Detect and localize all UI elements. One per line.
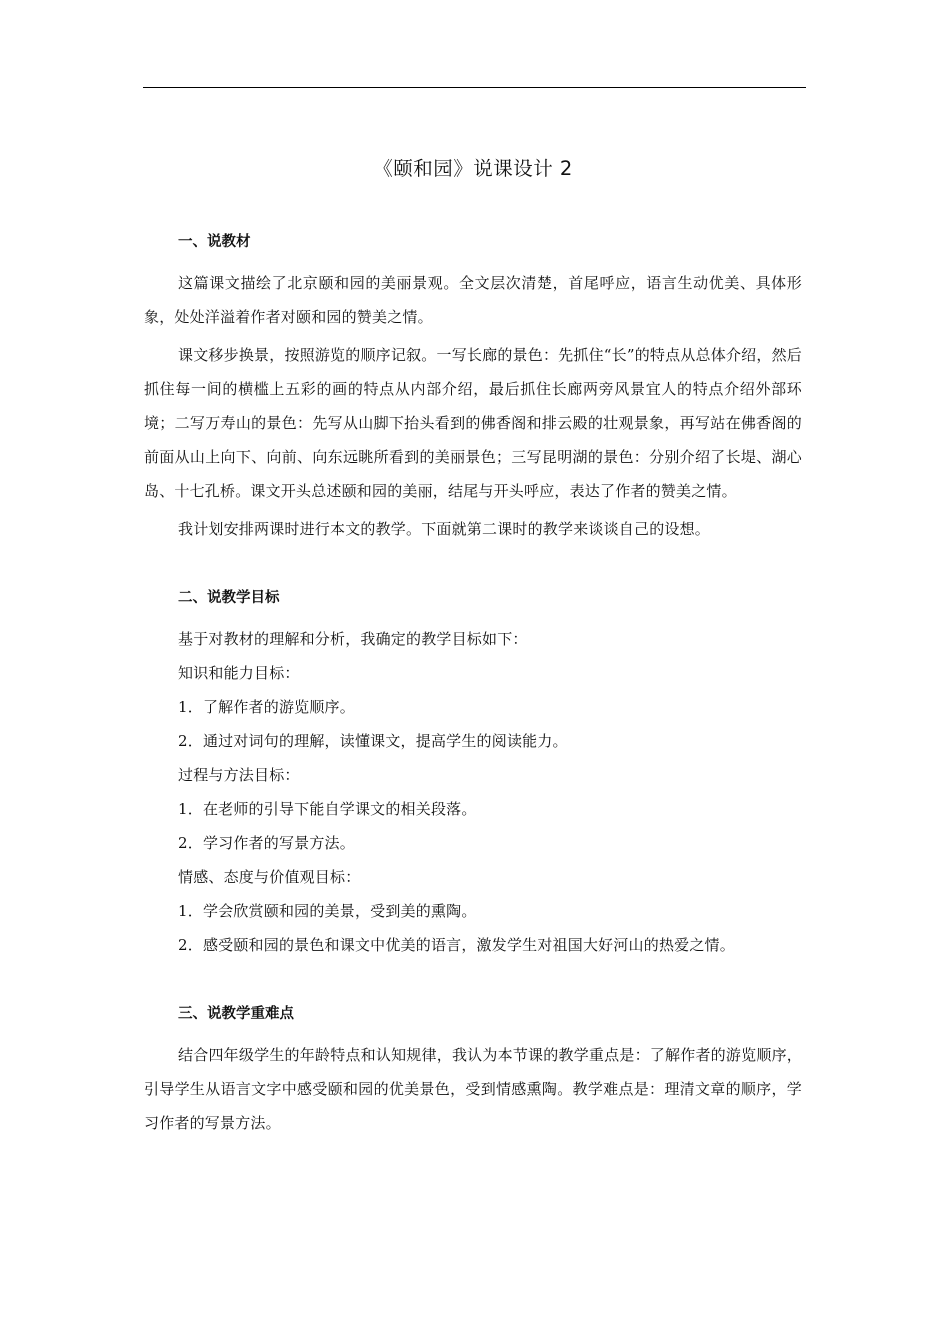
section-heading: 一、说教材 <box>178 234 251 250</box>
goal-line: 情感、态度与价值观目标： <box>178 868 361 886</box>
goal-line: 1．了解作者的游览顺序。 <box>178 698 355 716</box>
section-teaching-goals <box>144 588 802 962</box>
section-heading: 二、说教学目标 <box>178 590 280 606</box>
section-spacer <box>144 962 802 1004</box>
goal-line: 知识和能力目标： <box>178 664 300 682</box>
document-body <box>144 152 802 1140</box>
section-key-difficulties <box>144 1004 802 1140</box>
goal-line: 2．学习作者的写景方法。 <box>178 834 355 852</box>
goal-line: 基于对教材的理解和分析，我确定的教学目标如下： <box>178 630 528 648</box>
section-textbook <box>144 232 802 546</box>
paragraph: 这篇课文描绘了北京颐和园的美丽景观。全文层次清楚，首尾呼应，语言生动优美、具体形象，处处洋溢着作者对颐和园的赞美之情。 <box>144 274 802 326</box>
goal-line: 2．感受颐和园的景色和课文中优美的语言，激发学生对祖国大好河山的热爱之情。 <box>178 936 735 954</box>
paragraph: 课文移步换景，按照游览的顺序记叙。一写长廊的景色：先抓住“长”的特点从总体介绍，然后抓住每一间的横槛上五彩的画的特点从内部介绍，最后抓住长廊两旁风景宜人的特点介绍外部环境；二写万寿山的景色：先写从山脚下抬头看到的佛香阁和排云殿的壮观景象，再写站在佛香阁的前面从山上向下、向前、向东远眺所看到的美丽景色；三写昆明湖的景色：分别介绍了长堤、湖心岛、十七孔桥。课文开头总述颐和园的美丽，结尾与开头呼应，表达了作者的赞美之情。 <box>144 346 802 500</box>
document-title: 《颐和园》说课设计 2 <box>373 157 573 180</box>
paragraph: 我计划安排两课时进行本文的教学。下面就第二课时的教学来谈谈自己的设想。 <box>178 520 711 538</box>
goal-line: 2．通过对词句的理解，读懂课文，提高学生的阅读能力。 <box>178 732 568 750</box>
goal-line: 过程与方法目标： <box>178 766 300 784</box>
goal-line: 1．在老师的引导下能自学课文的相关段落。 <box>178 800 477 818</box>
paragraph: 结合四年级学生的年龄特点和认知规律，我认为本节课的教学重点是：了解作者的游览顺序，引导学生从语言文字中感受颐和园的优美景色，受到情感熏陶。教学难点是：理清文章的顺序，学习作者的写景方法。 <box>144 1046 802 1132</box>
section-spacer <box>144 546 802 588</box>
section-heading: 三、说教学重难点 <box>178 1006 294 1022</box>
header-rule <box>143 87 806 88</box>
goal-line: 1．学会欣赏颐和园的美景，受到美的熏陶。 <box>178 902 477 920</box>
